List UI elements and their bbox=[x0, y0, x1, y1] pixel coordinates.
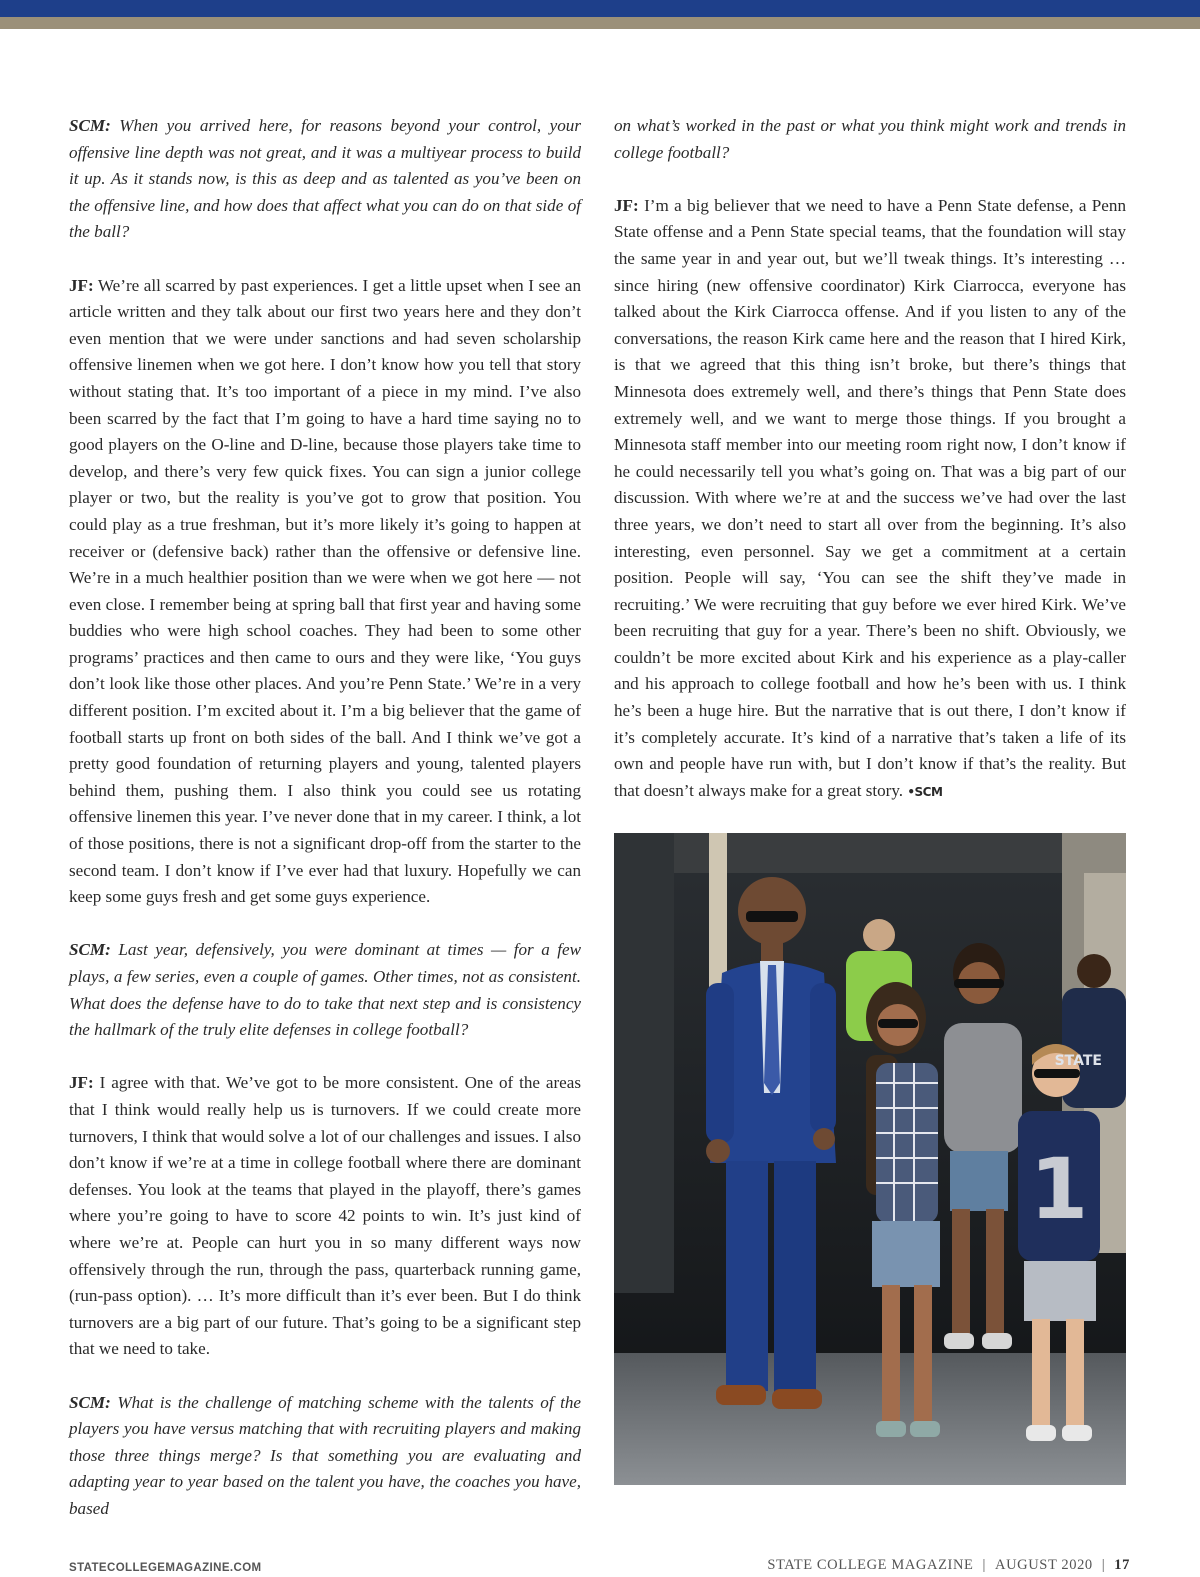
answer-3 bbox=[614, 193, 1126, 806]
speaker-label: SCM: bbox=[69, 116, 111, 135]
answer-2 bbox=[69, 1070, 581, 1363]
footer-separator: | bbox=[1101, 1557, 1106, 1573]
question-text: Last year, defensively, you were dominant at times — for a few plays, a few series, even a couple of games. Other times, not as consistent. What does the defense have to do to take that next step and is consistency the hallmark of the truly elite defenses in college football? bbox=[69, 940, 581, 1040]
speaker-label: JF: bbox=[69, 1073, 94, 1093]
speaker-label: JF: bbox=[614, 195, 639, 215]
footer-separator: | bbox=[982, 1557, 986, 1573]
answer-text: I’m a big believer that we need to have a Penn State defense, a Penn State offense and a Penn State special teams, that the foundation will stay the same year in and year out, but we’ll tweak things. It’s interesting … since hiring (new offensive coordinator) Kirk Ciarrocca, everyone has talked about the Kirk Ciarrocca offense. And if you listen to any of the conversations, the reason Kirk came here and the reason that I hired Kirk, is that we agreed that this thing isn’t broke, but there’s things that Minnesota does extremely well, and there’s things that Penn State does extremely well, and we want to merge those things. If you brought a Minnesota staff member into our meeting room right now, I don’t know if he could necessarily tell you what’s going on. That was a big part of our discussion. With where we’re at and the success we’ve had over the last three years, we don’t need to start all over from the beginning. It’s also interesting, even personnel. Say we get a commitment at a certain position. People will say, ‘You can see the shift they’ve made in recruiting.’ We were recruiting that guy before we ever hired Kirk. We’ve been recruiting that guy for a year. There’s been no shift. Obviously, we couldn’t be more excited about Kirk and his experience as a play-caller and his approach to college football and how he’s been with us. I think he’s been a huge hire. But the narrative that is out there, I don’t know if it’s completely accurate. It’s kind of a narrative that’s taken a life of its own and people have run with, but I don’t know if that’s the reality. But that doesn’t always make for a great story. bbox=[614, 195, 1126, 800]
article-column-left bbox=[69, 113, 581, 1522]
answer-1 bbox=[69, 273, 581, 911]
question-1 bbox=[69, 113, 581, 246]
question-text: What is the challenge of matching scheme with the talents of the players you have versus matching that with recruiting players and making those three things merge? Is that something you are evaluating and adapting year to year based on the talent you have, the coaches you have, based bbox=[69, 1392, 581, 1518]
question-2 bbox=[69, 937, 581, 1043]
footer-magazine-name: STATE COLLEGE MAGAZINE bbox=[767, 1557, 974, 1573]
header-band-blue bbox=[0, 0, 1200, 17]
answer-text: I agree with that. We’ve got to be more consistent. One of the areas that I think would really help us is turnovers. If we could create more turnovers, I think that would solve a lot of our challenges and issues. I also don’t know if we’re at a time in college football where there are dominant defenses. You look at the teams that played in the playoff, there’s games where you’re going to have to score 42 points to win. It’s just kind of where we’re at. People can hurt you in so many different ways now offensively through the run, through the pass, quarterback running game, (run-pass option). … It’s more difficult than it’s ever been. But I do think turnovers are a big part of our future. That’s going to be a significant step that we need to take. bbox=[69, 1073, 582, 1359]
question-3 bbox=[69, 1390, 581, 1523]
speaker-label: SCM: bbox=[69, 1392, 111, 1412]
speaker-label: JF: bbox=[69, 275, 94, 295]
answer-text: We’re all scarred by past experiences. I get a little upset when I see an article written and they talk about our first two years here and they don’t even mention that we were under sanctions and had seven scholarship offensive linemen when we got here. I don’t know how you tell that story without stating that. It’s too important of a piece in my mind. I’ve also been scarred by the fact that I’m going to have a hard time saying no to good players on the O-line and D-line, because those players take time to develop, and there’s very few quick fixes. You can sign a junior college player or two, but the reality is you’ve got to grow that position. You could play as a true freshman, but it’s more likely it’s going to happen at receiver or (defensive back) rather than the offensive or defensive line. We’re in a much healthier position than we were when we got here — not even close. I remember being at spring ball that first year and having some buddies who were high school coaches. They had been to some other programs’ practices and then came to ours and they were like, ‘You guys don’t look like those other places. And you’re Penn State.’ We’re in a very different position. I’m excited about it. I’m a big believer that the game of football starts up front on both sides of the ball. And I think we’ve got a pretty good foundation of returning players and young, talented players behind them, pushing them. I also think you could see us rotating offensive linemen this year. I’ve never done that in my career. I think, a lot of those positions, there is not a significant drop-off from the starter to the second team. I don’t know if I’ve ever had that luxury. Hopefully we can keep some guys fresh and get some guys experience. bbox=[69, 275, 581, 907]
end-mark: •SCM bbox=[907, 784, 943, 799]
jersey-number: 1 bbox=[1029, 1140, 1089, 1238]
speaker-label: SCM: bbox=[69, 940, 111, 960]
footer-folio bbox=[767, 1557, 1130, 1574]
header-band-tan bbox=[0, 17, 1200, 29]
footer-issue-date: AUGUST 2020 bbox=[995, 1557, 1093, 1573]
question-text: on what’s worked in the past or what you think might work and trends in college football? bbox=[614, 116, 1126, 162]
page-number: 17 bbox=[1114, 1557, 1130, 1573]
question-3-continued bbox=[614, 113, 1126, 166]
article-photo bbox=[614, 833, 1126, 1485]
question-text: When you arrived here, for reasons beyond your control, your offensive line depth was not great, and it was a multiyear process to build it up. As it stands now, is this as deep and as talented as you’ve been on the offensive line, and how does that affect what you can do on that side of the ball? bbox=[69, 116, 581, 242]
article-column-right bbox=[614, 113, 1126, 805]
shirt-text: STATE bbox=[1054, 1053, 1102, 1069]
footer-website: STATECOLLEGEMAGAZINE.COM bbox=[69, 1562, 262, 1574]
